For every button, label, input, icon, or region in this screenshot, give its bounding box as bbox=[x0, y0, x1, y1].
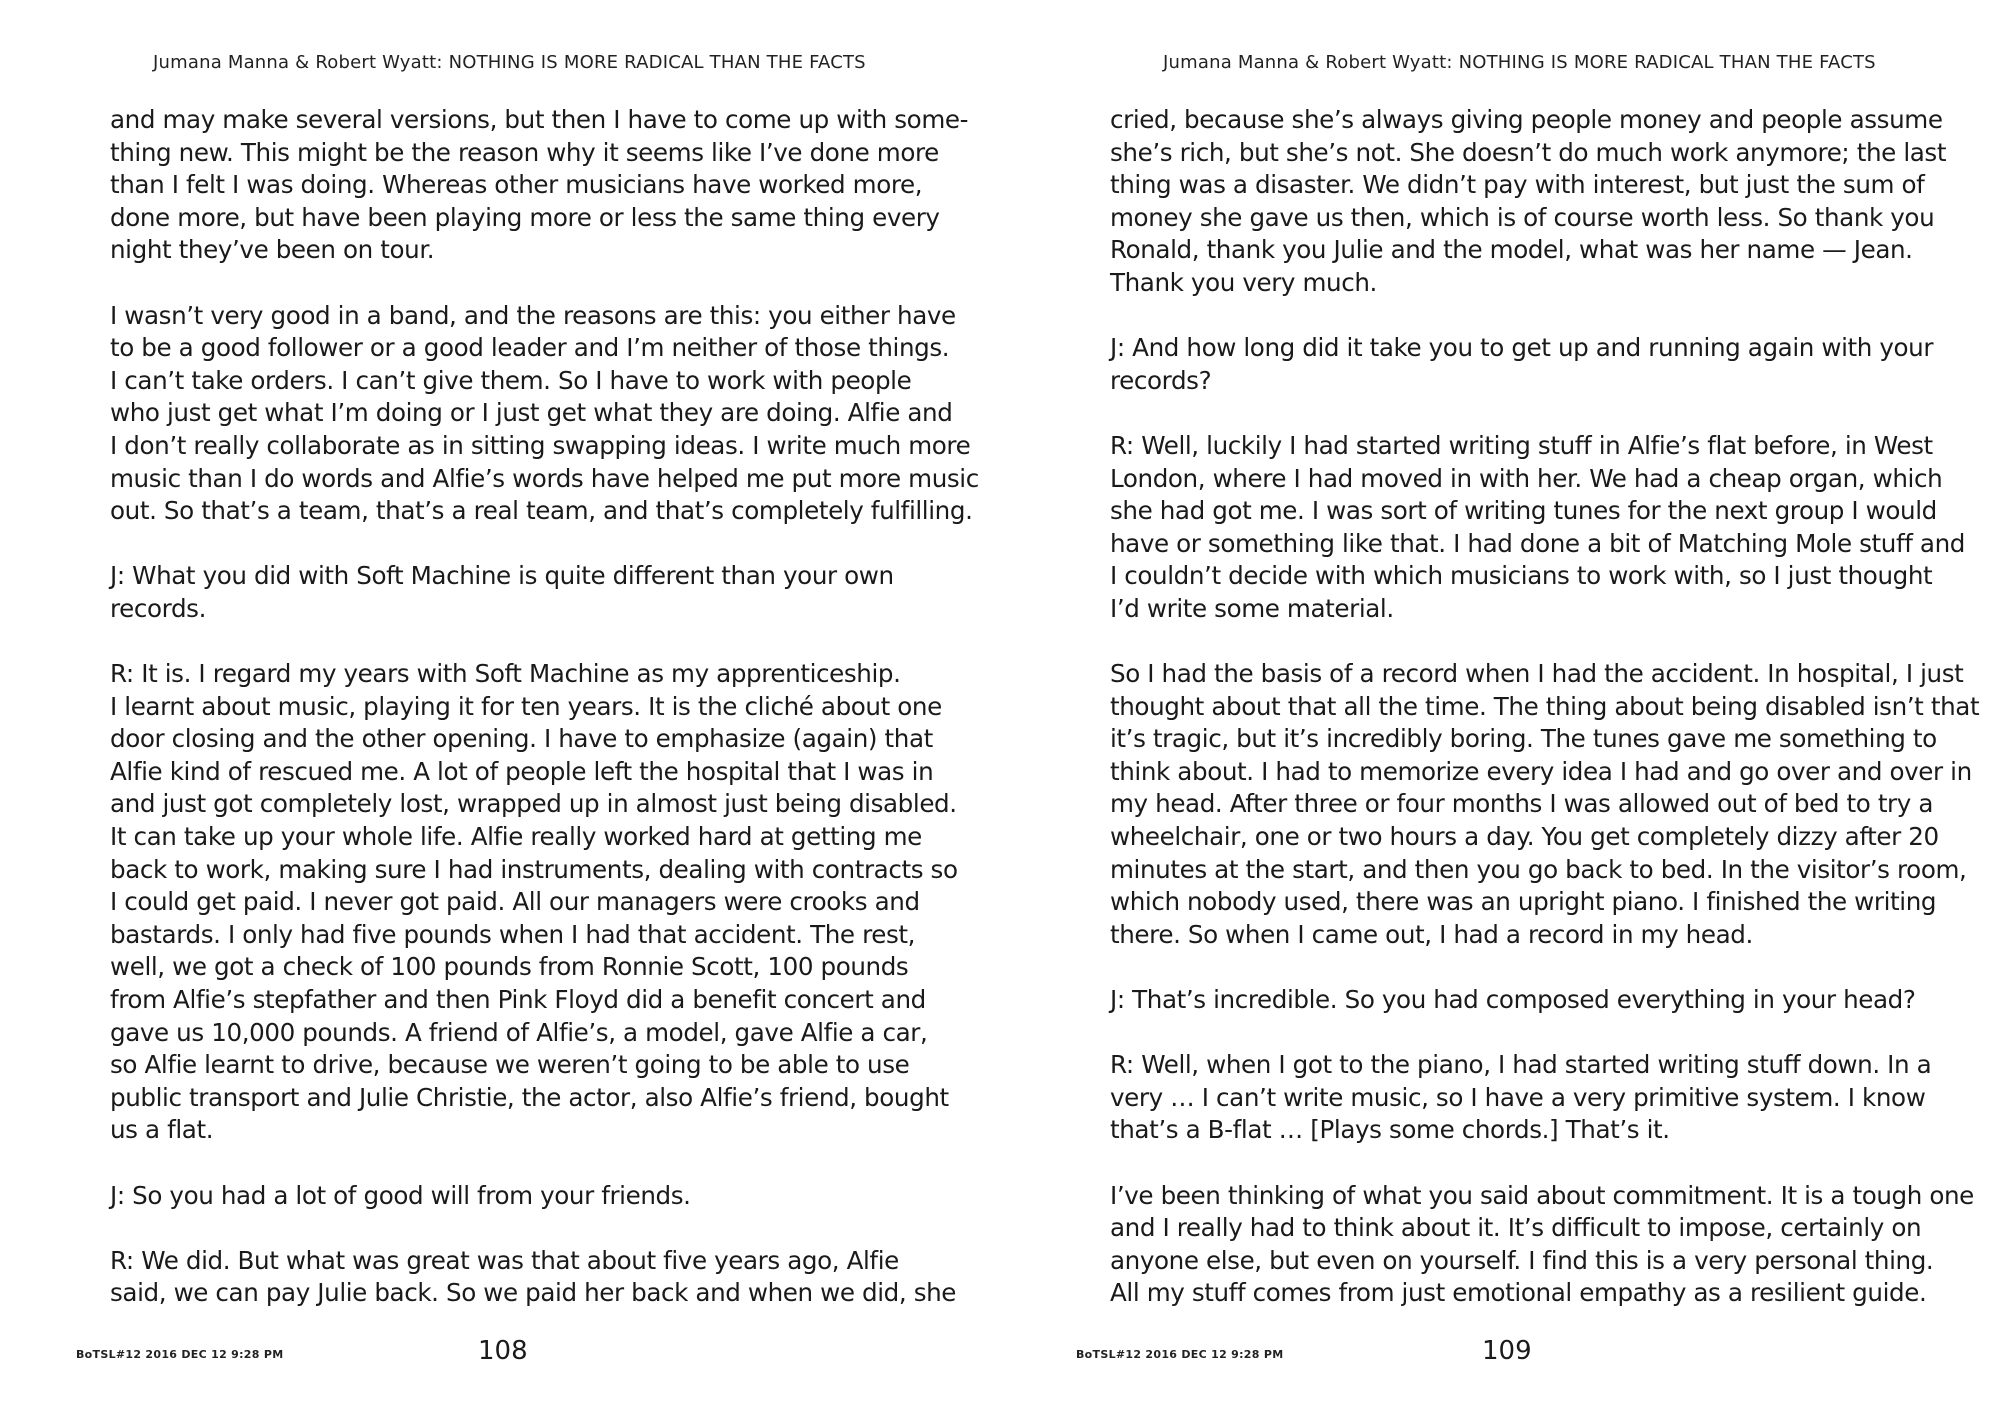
right-page bbox=[1000, 0, 2000, 1404]
paragraph bbox=[1110, 430, 1979, 626]
text-line: I learnt about music, playing it for ten years. It is the cliché about one bbox=[110, 691, 942, 721]
text-line: thought about that all the time. The thing about being disabled isn’t that bbox=[1110, 691, 1980, 721]
body-text bbox=[1110, 104, 1979, 1343]
text-line: anyone else, but even on yourself. I find this is a very personal thing. bbox=[1110, 1245, 1934, 1275]
text-line: and I really had to think about it. It’s difficult to impose, certainly on bbox=[1110, 1213, 1922, 1243]
text-line: done more, but have been playing more or less the same thing every bbox=[110, 202, 940, 232]
paragraph bbox=[1110, 1049, 1979, 1147]
text-line: out. So that’s a team, that’s a real team, and that’s completely fulfilling. bbox=[110, 496, 973, 526]
text-line: It can take up your whole life. Alfie really worked hard at getting me bbox=[110, 822, 922, 852]
paragraph bbox=[110, 104, 979, 267]
text-line: us a flat. bbox=[110, 1115, 214, 1145]
text-line: money she gave us then, which is of course worth less. So thank you bbox=[1110, 202, 1935, 232]
text-line: that’s a B-flat … [Plays some chords.] That’s it. bbox=[1110, 1115, 1670, 1145]
text-line: from Alfie’s stepfather and then Pink Floyd did a benefit concert and bbox=[110, 985, 926, 1015]
page-number: 108 bbox=[478, 1336, 528, 1366]
page-number: 109 bbox=[1482, 1336, 1532, 1366]
text-line: to be a good follower or a good leader and I’m neither of those things. bbox=[110, 333, 950, 363]
body-text bbox=[110, 104, 979, 1343]
text-line: she’s rich, but she’s not. She doesn’t do much work anymore; the last bbox=[1110, 137, 1947, 167]
text-line: J: So you had a lot of good will from your friends. bbox=[110, 1180, 691, 1210]
text-line: back to work, making sure I had instruments, dealing with contracts so bbox=[110, 854, 958, 884]
text-line: thing was a disaster. We didn’t pay with interest, but just the sum of bbox=[1110, 170, 1925, 200]
text-line: R: It is. I regard my years with Soft Machine as my apprenticeship. bbox=[110, 659, 901, 689]
paragraph bbox=[110, 560, 979, 625]
text-line: and just got completely lost, wrapped up in almost just being disabled. bbox=[110, 789, 957, 819]
paragraph bbox=[110, 1180, 979, 1213]
paragraph bbox=[1110, 1180, 1979, 1310]
text-line: which nobody used, there was an upright piano. I finished the writing bbox=[1110, 887, 1937, 917]
text-line: J: What you did with Soft Machine is quite different than your own bbox=[110, 561, 894, 591]
text-line: and may make several versions, but then I have to come up with some- bbox=[110, 105, 969, 134]
text-line: J: And how long did it take you to get up and running again with your bbox=[1110, 333, 1934, 363]
text-line: I’ve been thinking of what you said about commitment. It is a tough one bbox=[1110, 1180, 1974, 1210]
paragraph bbox=[1110, 332, 1979, 397]
text-line: Thank you very much. bbox=[1110, 267, 1377, 297]
paragraph bbox=[110, 658, 979, 1147]
text-line: So I had the basis of a record when I had the accident. In hospital, I just bbox=[1110, 659, 1964, 689]
text-line: minutes at the start, and then you go back to bed. In the visitor’s room, bbox=[1110, 854, 1967, 884]
text-line: All my stuff comes from just emotional empathy as a resilient guide. bbox=[1110, 1278, 1927, 1308]
text-line: my head. After three or four months I was allowed out of bed to try a bbox=[1110, 789, 1934, 819]
text-line: bastards. I only had five pounds when I had that accident. The rest, bbox=[110, 919, 916, 949]
text-line: than I felt I was doing. Whereas other musicians have worked more, bbox=[110, 170, 923, 200]
text-line: R: Well, luckily I had started writing stuff in Alfie’s flat before, in West bbox=[1110, 430, 1933, 460]
text-line: I don’t really collaborate as in sitting swapping ideas. I write much more bbox=[110, 430, 971, 460]
text-line: have or something like that. I had done a bit of Matching Mole stuff and bbox=[1110, 528, 1965, 558]
text-line: she had got me. I was sort of writing tunes for the next group I would bbox=[1110, 496, 1937, 526]
text-line: records. bbox=[110, 593, 206, 623]
text-line: said, we can pay Julie back. So we paid her back and when we did, she bbox=[110, 1278, 957, 1308]
text-line: music than I do words and Alfie’s words have helped me put more music bbox=[110, 463, 979, 493]
text-line: Ronald, thank you Julie and the model, what was her name — Jean. bbox=[1110, 235, 1913, 265]
text-line: well, we got a check of 100 pounds from Ronnie Scott, 100 pounds bbox=[110, 952, 909, 982]
text-line: I wasn’t very good in a band, and the reasons are this: you either have bbox=[110, 300, 956, 330]
text-line: think about. I had to memorize every idea I had and go over and over in bbox=[1110, 756, 1972, 786]
paragraph bbox=[110, 1245, 979, 1310]
text-line: I could get paid. I never got paid. All our managers were crooks and bbox=[110, 887, 920, 917]
text-line: gave us 10,000 pounds. A friend of Alfie’s, a model, gave Alfie a car, bbox=[110, 1017, 928, 1047]
text-line: London, where I had moved in with her. We had a cheap organ, which bbox=[1110, 463, 1943, 493]
paragraph bbox=[110, 300, 979, 528]
text-line: night they’ve been on tour. bbox=[110, 235, 435, 265]
text-line: there. So when I came out, I had a record in my head. bbox=[1110, 919, 1753, 949]
text-line: public transport and Julie Christie, the actor, also Alfie’s friend, bought bbox=[110, 1082, 949, 1112]
footer-slug: BoTSL#12 2016 DEC 12 9:28 PM bbox=[76, 1348, 284, 1361]
paragraph bbox=[1110, 104, 1979, 300]
footer-slug: BoTSL#12 2016 DEC 12 9:28 PM bbox=[1076, 1348, 1284, 1361]
text-line: so Alfie learnt to drive, because we weren’t going to be able to use bbox=[110, 1050, 910, 1080]
text-line: it’s tragic, but it’s incredibly boring. The tunes gave me something to bbox=[1110, 724, 1937, 754]
text-line: J: That’s incredible. So you had composed everything in your head? bbox=[1110, 985, 1916, 1015]
paragraph bbox=[1110, 984, 1979, 1017]
text-line: thing new. This might be the reason why it seems like I’ve done more bbox=[110, 137, 939, 167]
paragraph bbox=[1110, 658, 1979, 951]
text-line: I can’t take orders. I can’t give them. So I have to work with people bbox=[110, 365, 912, 395]
text-line: Alfie kind of rescued me. A lot of people left the hospital that I was in bbox=[110, 756, 934, 786]
text-line: records? bbox=[1110, 365, 1212, 395]
text-line: R: Well, when I got to the piano, I had started writing stuff down. In a bbox=[1110, 1050, 1932, 1080]
text-line: very … I can’t write music, so I have a very primitive system. I know bbox=[1110, 1082, 1926, 1112]
text-line: I couldn’t decide with which musicians to work with, so I just thought bbox=[1110, 561, 1933, 591]
text-line: wheelchair, one or two hours a day. You get completely dizzy after 20 bbox=[1110, 822, 1939, 852]
text-line: cried, because she’s always giving people money and people assume bbox=[1110, 105, 1943, 134]
text-line: I’d write some material. bbox=[1110, 593, 1394, 623]
text-line: who just get what I’m doing or I just get what they are doing. Alfie and bbox=[110, 398, 953, 428]
text-line: R: We did. But what was great was that about five years ago, Alfie bbox=[110, 1245, 899, 1275]
running-head: Jumana Manna & Robert Wyatt: NOTHING IS MORE RADICAL THAN THE FACTS bbox=[153, 52, 866, 73]
running-head: Jumana Manna & Robert Wyatt: NOTHING IS MORE RADICAL THAN THE FACTS bbox=[1163, 52, 1876, 73]
text-line: door closing and the other opening. I have to emphasize (again) that bbox=[110, 724, 933, 754]
